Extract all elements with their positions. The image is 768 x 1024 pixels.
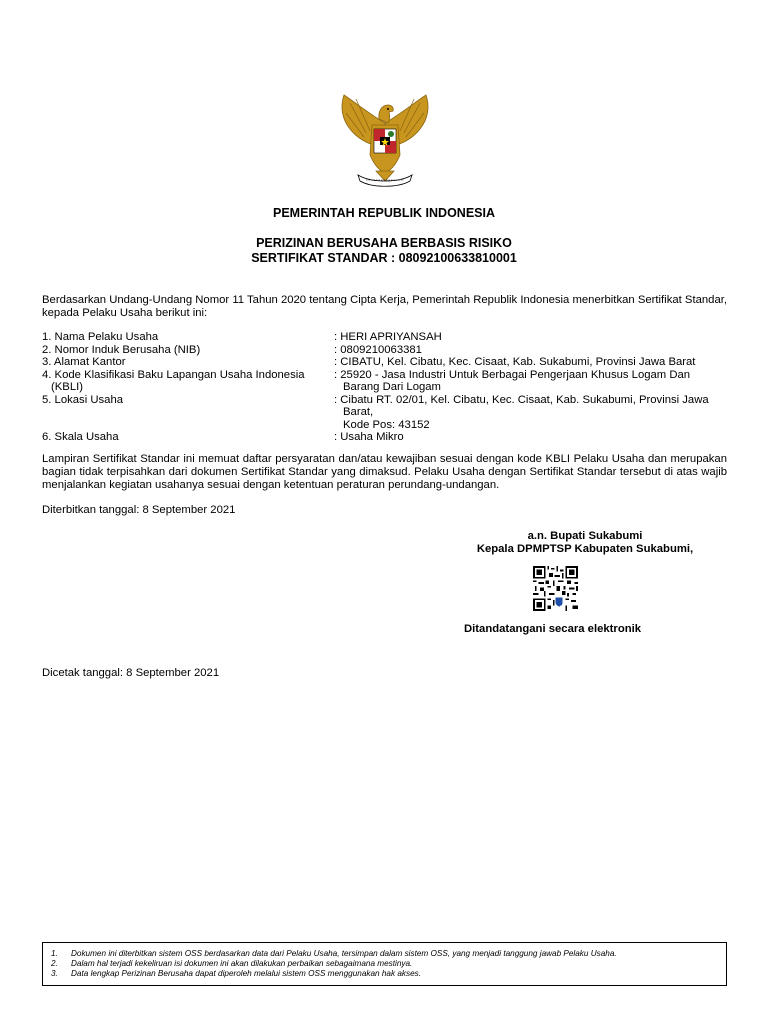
- detail-row: [42, 331, 732, 344]
- detail-label-line: (KBLI): [51, 381, 84, 393]
- detail-value-line: : Cibatu RT. 02/01, Kel. Cibatu, Kec. Cisaat, Kab. Sukabumi, Provinsi Jawa: [334, 393, 709, 406]
- intro-paragraph: Berdasarkan Undang-Undang Nomor 11 Tahun 2020 tentang Cipta Kerja, Pemerintah Republik Indonesia menerbitkan Sertifikat Standar, kepada Pelaku Usaha berikut ini:: [42, 294, 727, 319]
- certificate-title-line1: PERIZINAN BERUSAHA BERBASIS RISIKO: [256, 236, 512, 250]
- footnote-text: Dalam hal terjadi kekeliruan isi dokumen ini akan dilakukan perbaikan sebagaimana mestinya.: [71, 959, 413, 968]
- detail-label: 5. Lokasi Usaha: [42, 393, 124, 406]
- detail-row: [42, 369, 732, 394]
- detail-value-line: : 25920 - Jasa Industri Untuk Berbagai Pengerjaan Khusus Logam Dan: [334, 368, 691, 381]
- detail-value-line: Barang Dari Logam: [343, 381, 441, 393]
- certificate-title: [0, 236, 768, 266]
- detail-label: [42, 369, 334, 394]
- detail-label: 2. Nomor Induk Berusaha (NIB): [42, 343, 201, 356]
- business-details: [42, 331, 732, 444]
- footnote: [51, 969, 720, 979]
- detail-value: [334, 369, 726, 394]
- footnote-number: 3.: [51, 969, 58, 978]
- detail-value: [334, 394, 726, 432]
- attachment-note: Lampiran Sertifikat Standar ini memuat daftar persyaratan dan/atau kewajiban sesuai dengan kode KBLI Pelaku Usaha dan merupakan bagian tidak terpisahkan dari dokumen Sertifikat Standar yang dimaksud. Pelaku Usaha dengan Sertifikat Standar tersebut di atas wajib menjalankan kegiatan usahanya sesuai dengan ketentuan peraturan perundang-undangan.: [42, 453, 727, 491]
- certificate-number: SERTIFIKAT STANDAR : 08092100633810001: [251, 251, 517, 265]
- signatory-line1: a.n. Bupati Sukabumi: [527, 530, 643, 542]
- detail-value-line: Barat,: [343, 406, 374, 418]
- detail-label: 6. Skala Usaha: [42, 431, 119, 443]
- footnote: [51, 959, 720, 969]
- footnote: [51, 949, 720, 959]
- qr-code-icon: [533, 566, 578, 611]
- detail-row: [42, 344, 732, 357]
- electronic-signature-note: Ditandatangani secara elektronik: [464, 623, 642, 635]
- footnote-number: 1.: [51, 949, 58, 958]
- government-heading: PEMERINTAH REPUBLIK INDONESIA: [272, 206, 495, 220]
- footnote-text: Data lengkap Perizinan Berusaha dapat diperoleh melalui sistem OSS menggunakan hak akses.: [71, 969, 421, 978]
- footnote-box: [42, 942, 727, 986]
- detail-value-line: Kode Pos: 43152: [343, 418, 430, 431]
- detail-label: 1. Nama Pelaku Usaha: [42, 331, 159, 343]
- signatory-line2: Kepala DPMPTSP Kabupaten Sukabumi,: [476, 543, 694, 555]
- issued-date: Diterbitkan tanggal: 8 September 2021: [42, 504, 236, 516]
- detail-row: [42, 356, 732, 369]
- footnote-text: Dokumen ini diterbitkan sistem OSS berdasarkan data dari Pelaku Usaha, tersimpan dalam sistem OSS, yang menjadi tanggung jawab Pelaku Usaha.: [71, 949, 617, 958]
- footnote-number: 2.: [51, 959, 58, 968]
- detail-value: : CIBATU, Kel. Cibatu, Kec. Cisaat, Kab. Sukabumi, Provinsi Jawa Barat: [334, 356, 696, 368]
- detail-value: : HERI APRIYANSAH: [334, 331, 442, 343]
- printed-date: Dicetak tanggal: 8 September 2021: [42, 667, 220, 679]
- detail-value: : 0809210063381: [334, 343, 422, 356]
- detail-row: [42, 394, 732, 432]
- detail-value: : Usaha Mikro: [334, 431, 404, 443]
- detail-label-line: 4. Kode Klasifikasi Baku Lapangan Usaha Indonesia: [42, 368, 305, 381]
- garuda-emblem-icon: [336, 93, 434, 193]
- detail-row: [42, 431, 732, 444]
- detail-label: 3. Alamat Kantor: [42, 356, 126, 368]
